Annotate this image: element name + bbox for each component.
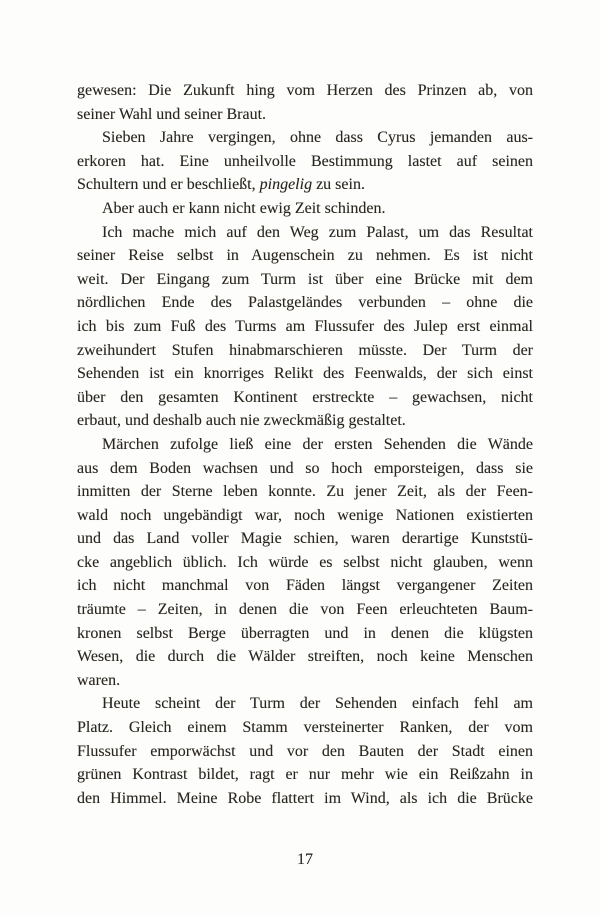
text-line [77, 103, 533, 127]
text-segment: seiner Wahl und seiner Braut. [77, 105, 267, 123]
text-segment: zu sein. [312, 176, 365, 194]
text-segment: grünen Kontrast bildet, ragt er nur mehr wie ein Reißzahn in [77, 766, 533, 784]
text-line [77, 551, 533, 575]
text-line [77, 622, 533, 646]
text-segment: zweihundert Stufen hinabmarschieren müsste. Der Turm der [77, 341, 533, 359]
text-line [77, 740, 533, 764]
page-number: 17 [297, 851, 313, 868]
text-line [77, 669, 533, 693]
text-line [77, 197, 533, 221]
text-segment: träumte – Zeiten, in denen die von Feen erleuchteten Baum- [77, 601, 533, 619]
text-segment: erkoren hat. Eine unheilvolle Bestimmung lastet auf seinen [77, 152, 533, 170]
text-segment: wald noch ungebändigt war, noch wenige Nationen existierten [77, 506, 533, 524]
text-line [77, 339, 533, 363]
text-segment: weit. Der Eingang zum Turm ist über eine Brücke mit dem [77, 270, 533, 288]
text-segment: inmitten der Sterne leben konnte. Zu jener Zeit, als der Feen- [77, 483, 533, 501]
text-line [77, 126, 533, 150]
text-line [77, 433, 533, 457]
text-line [77, 268, 533, 292]
text-segment: Sehenden ist ein knorriges Relikt des Feenwalds, der sich einst [77, 365, 533, 383]
text-segment: erbaut, und deshalb auch nie zweckmäßig gestaltet. [77, 412, 406, 430]
text-line [77, 79, 533, 103]
text-line [77, 763, 533, 787]
text-line [77, 598, 533, 622]
text-line [77, 692, 533, 716]
text-line [77, 244, 533, 268]
text-line [77, 150, 533, 174]
text-line [77, 645, 533, 669]
text-segment: Wesen, die durch die Wälder streiften, noch keine Menschen [77, 648, 533, 666]
text-line [77, 409, 533, 433]
text-segment: über den gesamten Kontinent erstreckte – gewachsen, nicht [77, 388, 533, 406]
text-line [77, 221, 533, 245]
italic-text: pingelig [259, 176, 313, 194]
text-line [77, 574, 533, 598]
text-line [77, 480, 533, 504]
text-segment: ich nicht manchmal von Fäden längst vergangener Zeiten [77, 577, 533, 595]
text-segment: Aber auch er kann nicht ewig Zeit schinden. [102, 199, 386, 217]
text-line [77, 315, 533, 339]
text-segment: Märchen zufolge ließ eine der ersten Sehenden die Wände [102, 435, 533, 453]
text-line [77, 787, 533, 811]
text-segment: seiner Reise selbst in Augenschein zu nehmen. Es ist nicht [77, 247, 533, 265]
text-line [77, 716, 533, 740]
text-segment: kronen selbst Berge überragten und in denen die klügsten [77, 624, 533, 642]
text-segment: Schultern und er beschließt, [77, 176, 260, 194]
text-segment: waren. [77, 671, 121, 689]
text-segment: Sieben Jahre vergingen, ohne dass Cyrus jemanden aus- [102, 129, 533, 147]
text-segment: ich bis zum Fuß des Turms am Flussufer des Julep erst einmal [77, 317, 533, 335]
page-text [77, 79, 533, 810]
text-segment: Platz. Gleich einem Stamm versteinerter Ranken, der vom [77, 719, 533, 737]
text-segment: cke angeblich üblich. Ich würde es selbst nicht glauben, wenn [77, 553, 533, 571]
text-line [77, 457, 533, 481]
text-segment: nördlichen Ende des Palastgeländes verbunden – ohne die [77, 294, 533, 312]
text-segment: gewesen: Die Zukunft hing vom Herzen des Prinzen ab, von [77, 82, 533, 99]
text-segment: den Himmel. Meine Robe flattert im Wind, als ich die Brücke [77, 789, 533, 807]
text-segment: Ich mache mich auf den Weg zum Palast, um das Resultat [102, 223, 533, 241]
text-line [77, 173, 533, 197]
text-line [77, 386, 533, 410]
text-line [77, 504, 533, 528]
text-line [77, 362, 533, 386]
text-segment: aus dem Boden wachsen und so hoch emporsteigen, dass sie [77, 459, 533, 477]
text-line [77, 527, 533, 551]
text-segment: und das Land voller Magie schien, waren derartige Kunststü- [77, 530, 533, 548]
text-line [77, 291, 533, 315]
text-segment: Flussufer emporwächst und vor den Bauten der Stadt einen [77, 742, 533, 760]
text-segment: Heute scheint der Turm der Sehenden einfach fehl am [102, 695, 533, 713]
